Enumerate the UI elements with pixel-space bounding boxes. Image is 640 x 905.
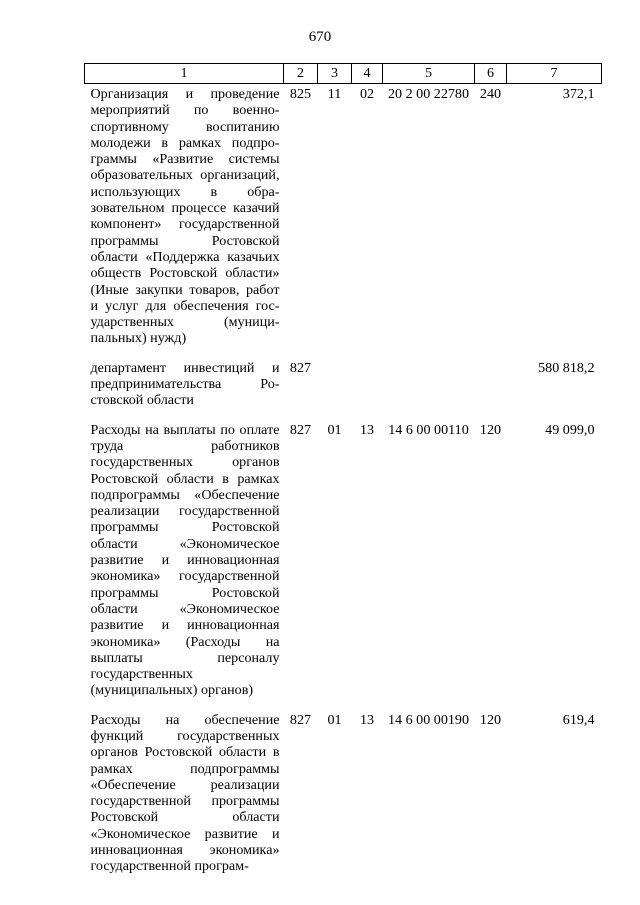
row-target-article: 20 2 00 22780 bbox=[387, 86, 470, 102]
row-section-code: 01 bbox=[327, 421, 342, 438]
row-target-article: 14 6 00 00190 bbox=[387, 711, 470, 728]
row-target-article: 14 6 00 00110 bbox=[388, 421, 469, 438]
row-description: Расходы на выплаты по оплате труда работников государственных органов Ростовской области в рамках подпрограммы «Обеспечение реализации государственной программы Ростовской области «Экономическое развитие и инновационная экономика» государственной программы Ростовской области «Экономическое развитие и инновационная экономика» (Расходы на выплаты персоналу государственных (муниципальных) органов) bbox=[90, 421, 280, 699]
row-section-code: 11 bbox=[327, 86, 342, 102]
header-cell-target-article: 5 bbox=[383, 64, 475, 84]
row-amount: 372,1 bbox=[562, 86, 595, 102]
budget-table bbox=[84, 63, 602, 888]
table-row bbox=[85, 712, 602, 888]
row-ministry-code: 827 bbox=[289, 711, 312, 728]
row-subsection-code: 13 bbox=[359, 421, 375, 438]
row-description: департамент инвестиций и предпринимательства Ростовской области bbox=[90, 359, 280, 409]
row-expense-type: 120 bbox=[479, 711, 502, 728]
row-target-article bbox=[383, 360, 475, 422]
table-row bbox=[85, 422, 602, 712]
header-cell-expense-type: 6 bbox=[475, 64, 507, 84]
header-cell-subsection: 4 bbox=[352, 64, 383, 84]
row-section-code: 01 bbox=[327, 711, 342, 728]
header-cell-ministry: 2 bbox=[284, 64, 318, 84]
row-expense-type: 120 bbox=[479, 421, 502, 438]
row-expense-type bbox=[475, 360, 507, 422]
page-number: 670 bbox=[308, 29, 332, 45]
row-ministry-code: 825 bbox=[289, 86, 312, 102]
row-subsection-code: 13 bbox=[359, 711, 375, 728]
row-expense-type: 240 bbox=[479, 86, 502, 102]
row-section-code bbox=[318, 360, 352, 422]
header-cell-section: 3 bbox=[318, 64, 352, 84]
table-row bbox=[85, 360, 602, 422]
row-amount: 49 099,0 bbox=[545, 421, 595, 438]
table-row bbox=[85, 84, 602, 360]
row-ministry-code: 827 bbox=[289, 359, 312, 376]
header-row bbox=[85, 64, 602, 84]
row-subsection-code bbox=[352, 360, 383, 422]
row-amount: 619,4 bbox=[562, 711, 595, 728]
row-description: Расходы на обеспечение функций государственных органов Ростовской области в рамках подпрограммы «Обеспечение реализации государственной программы Ростовской области «Экономическое развитие и инновационная экономика» государственной програм- bbox=[90, 711, 280, 875]
row-description: Организация и проведение мероприятий по военно-спортивному воспитанию молодежи в рамках подпрограммы «Развитие системы образовательных организаций, использующих в образовательном процессе казачий компонент» государственной программы Ростовской области «Поддержка казачьих обществ Ростовской области» (Иные закупки товаров, работ и услуг для обеспечения государственных (муниципальных) нужд) bbox=[90, 86, 280, 347]
row-subsection-code: 02 bbox=[359, 86, 375, 102]
header-cell-description: 1 bbox=[85, 64, 284, 84]
row-ministry-code: 827 bbox=[289, 421, 312, 438]
row-amount: 580 818,2 bbox=[538, 359, 595, 376]
header-cell-amount: 7 bbox=[507, 64, 602, 84]
